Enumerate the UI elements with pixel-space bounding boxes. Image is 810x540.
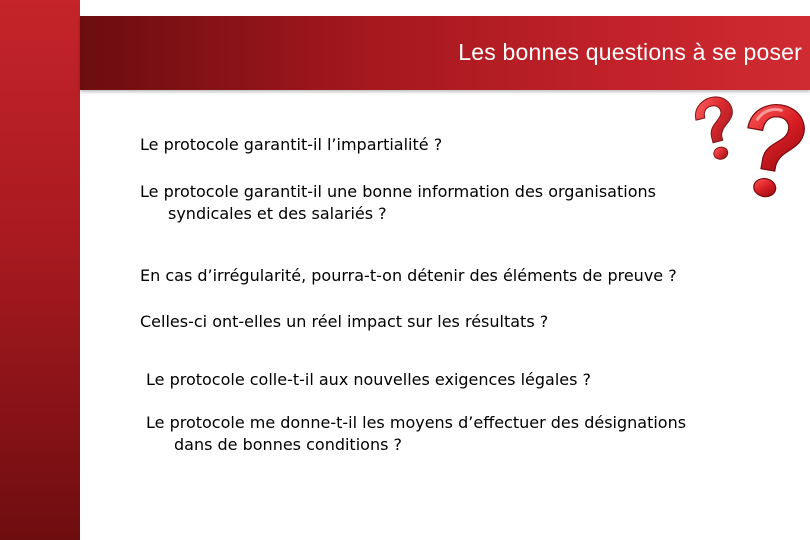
question-item — [140, 134, 442, 156]
question-item — [140, 311, 548, 333]
question-line: En cas d’irrégularité, pourra-t-on détenir des éléments de preuve ? — [140, 266, 677, 285]
question-marks-icon — [682, 90, 810, 218]
slide-title: Les bonnes questions à se poser — [458, 39, 802, 65]
question-line: Le protocole colle-t-il aux nouvelles exigences légales ? — [146, 370, 592, 389]
question-line: Le protocole me donne-t-il les moyens d’effectuer des désignations — [146, 413, 687, 432]
left-sidebar-bar — [0, 0, 80, 540]
question-item — [140, 265, 677, 287]
title-banner — [80, 16, 810, 90]
question-line: Celles-ci ont-elles un réel impact sur les résultats ? — [140, 312, 549, 331]
question-item — [140, 181, 656, 225]
question-item — [146, 369, 591, 391]
question-line: Le protocole garantit-il une bonne information des organisations — [140, 182, 656, 201]
top-strip — [80, 0, 810, 16]
question-line-continued: syndicales et des salariés ? — [168, 204, 387, 223]
question-item — [146, 412, 686, 456]
question-line: Le protocole garantit-il l’impartialité ? — [140, 135, 443, 154]
question-line-continued: dans de bonnes conditions ? — [174, 435, 402, 454]
